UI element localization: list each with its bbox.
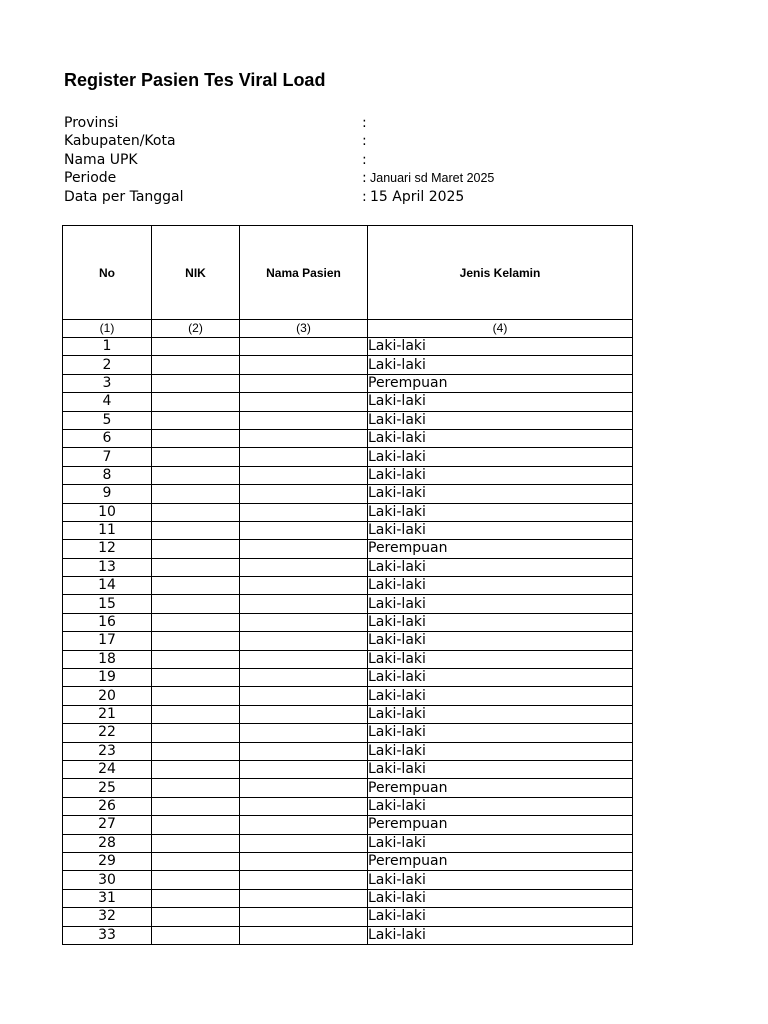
gender-cell: Laki-laki xyxy=(368,338,633,356)
row-number-cell: 19 xyxy=(63,669,152,687)
patient-name-cell xyxy=(240,834,368,852)
nik-cell xyxy=(152,632,240,650)
patient-name-cell xyxy=(240,595,368,613)
row-number-cell: 8 xyxy=(63,466,152,484)
gender-cell: Perempuan xyxy=(368,540,633,558)
table-body xyxy=(63,338,633,945)
table-row xyxy=(63,411,633,429)
nik-cell xyxy=(152,705,240,723)
gender-cell: Laki-laki xyxy=(368,669,633,687)
meta-colon: : xyxy=(362,170,367,187)
meta-label: Periode xyxy=(64,170,117,187)
patient-name-cell xyxy=(240,871,368,889)
table-row xyxy=(63,926,633,944)
table-row xyxy=(63,558,633,576)
table-row xyxy=(63,669,633,687)
meta-row-nama-upk xyxy=(64,151,624,169)
column-number: (2) xyxy=(152,320,240,338)
patient-name-cell xyxy=(240,889,368,907)
patient-name-cell xyxy=(240,650,368,668)
row-number-cell: 9 xyxy=(63,485,152,503)
table-row xyxy=(63,889,633,907)
patient-register-table xyxy=(62,225,633,945)
document-meta xyxy=(64,114,624,206)
row-number-cell: 25 xyxy=(63,779,152,797)
table-row xyxy=(63,650,633,668)
table-row xyxy=(63,834,633,852)
table-row xyxy=(63,779,633,797)
nik-cell xyxy=(152,669,240,687)
row-number-cell: 15 xyxy=(63,595,152,613)
nik-cell xyxy=(152,411,240,429)
row-number-cell: 20 xyxy=(63,687,152,705)
nik-cell xyxy=(152,466,240,484)
table-row xyxy=(63,338,633,356)
gender-cell: Laki-laki xyxy=(368,742,633,760)
gender-cell: Laki-laki xyxy=(368,429,633,447)
row-number-cell: 6 xyxy=(63,429,152,447)
column-number: (3) xyxy=(240,320,368,338)
row-number-cell: 28 xyxy=(63,834,152,852)
nik-cell xyxy=(152,852,240,870)
nik-cell xyxy=(152,724,240,742)
patient-name-cell xyxy=(240,577,368,595)
table-row xyxy=(63,724,633,742)
gender-cell: Perempuan xyxy=(368,374,633,392)
patient-name-cell xyxy=(240,374,368,392)
patient-name-cell xyxy=(240,521,368,539)
meta-row-data-per-tanggal xyxy=(64,188,624,206)
periode-value: Januari sd Maret 2025 xyxy=(370,171,495,186)
nik-cell xyxy=(152,558,240,576)
patient-name-cell xyxy=(240,448,368,466)
nik-cell xyxy=(152,356,240,374)
nik-cell xyxy=(152,577,240,595)
gender-cell: Laki-laki xyxy=(368,521,633,539)
column-header-no: No xyxy=(63,226,152,320)
table-row xyxy=(63,797,633,815)
row-number-cell: 4 xyxy=(63,393,152,411)
row-number-cell: 5 xyxy=(63,411,152,429)
nik-cell xyxy=(152,779,240,797)
nik-cell xyxy=(152,797,240,815)
patient-name-cell xyxy=(240,797,368,815)
gender-cell: Laki-laki xyxy=(368,705,633,723)
table-row xyxy=(63,760,633,778)
patient-name-cell xyxy=(240,503,368,521)
meta-row-provinsi xyxy=(64,114,624,132)
gender-cell: Laki-laki xyxy=(368,797,633,815)
meta-label: Nama UPK xyxy=(64,151,138,168)
nik-cell xyxy=(152,889,240,907)
row-number-cell: 27 xyxy=(63,816,152,834)
nik-cell xyxy=(152,926,240,944)
gender-cell: Laki-laki xyxy=(368,632,633,650)
gender-cell: Laki-laki xyxy=(368,466,633,484)
row-number-cell: 30 xyxy=(63,871,152,889)
patient-name-cell xyxy=(240,908,368,926)
row-number-cell: 29 xyxy=(63,852,152,870)
table-row xyxy=(63,577,633,595)
patient-name-cell xyxy=(240,411,368,429)
table-row xyxy=(63,503,633,521)
patient-name-cell xyxy=(240,338,368,356)
meta-label: Kabupaten/Kota xyxy=(64,133,176,150)
nik-cell xyxy=(152,393,240,411)
row-number-cell: 32 xyxy=(63,908,152,926)
patient-name-cell xyxy=(240,742,368,760)
row-number-cell: 26 xyxy=(63,797,152,815)
patient-name-cell xyxy=(240,724,368,742)
row-number-cell: 10 xyxy=(63,503,152,521)
nik-cell xyxy=(152,871,240,889)
gender-cell: Laki-laki xyxy=(368,687,633,705)
patient-name-cell xyxy=(240,852,368,870)
patient-name-cell xyxy=(240,687,368,705)
table-row xyxy=(63,540,633,558)
table-row xyxy=(63,448,633,466)
table-row xyxy=(63,908,633,926)
nik-cell xyxy=(152,448,240,466)
patient-name-cell xyxy=(240,760,368,778)
nik-cell xyxy=(152,595,240,613)
meta-row-periode xyxy=(64,169,624,187)
column-header-nama-pasien: Nama Pasien xyxy=(240,226,368,320)
row-number-cell: 1 xyxy=(63,338,152,356)
table-row xyxy=(63,485,633,503)
gender-cell: Laki-laki xyxy=(368,650,633,668)
row-number-cell: 24 xyxy=(63,760,152,778)
nik-cell xyxy=(152,429,240,447)
nik-cell xyxy=(152,908,240,926)
table-row xyxy=(63,521,633,539)
nik-cell xyxy=(152,503,240,521)
row-number-cell: 7 xyxy=(63,448,152,466)
gender-cell: Laki-laki xyxy=(368,871,633,889)
gender-cell: Laki-laki xyxy=(368,926,633,944)
row-number-cell: 17 xyxy=(63,632,152,650)
meta-colon: : xyxy=(362,151,367,168)
patient-name-cell xyxy=(240,632,368,650)
nik-cell xyxy=(152,816,240,834)
nik-cell xyxy=(152,613,240,631)
patient-name-cell xyxy=(240,779,368,797)
row-number-cell: 2 xyxy=(63,356,152,374)
row-number-cell: 16 xyxy=(63,613,152,631)
gender-cell: Laki-laki xyxy=(368,485,633,503)
nik-cell xyxy=(152,742,240,760)
gender-cell: Laki-laki xyxy=(368,393,633,411)
table-row xyxy=(63,816,633,834)
table-row xyxy=(63,374,633,392)
patient-name-cell xyxy=(240,926,368,944)
gender-cell: Laki-laki xyxy=(368,834,633,852)
table-row xyxy=(63,393,633,411)
patient-name-cell xyxy=(240,429,368,447)
nik-cell xyxy=(152,374,240,392)
gender-cell: Perempuan xyxy=(368,779,633,797)
gender-cell: Laki-laki xyxy=(368,503,633,521)
table-row xyxy=(63,742,633,760)
meta-colon: : xyxy=(362,188,367,205)
table-row xyxy=(63,466,633,484)
patient-name-cell xyxy=(240,356,368,374)
patient-name-cell xyxy=(240,816,368,834)
gender-cell: Laki-laki xyxy=(368,908,633,926)
gender-cell: Laki-laki xyxy=(368,724,633,742)
data-date-value: 15 April 2025 xyxy=(370,188,465,205)
document-title: Register Pasien Tes Viral Load xyxy=(64,70,326,90)
meta-colon: : xyxy=(362,115,367,131)
nik-cell xyxy=(152,485,240,503)
nik-cell xyxy=(152,540,240,558)
meta-colon: : xyxy=(362,133,367,150)
row-number-cell: 18 xyxy=(63,650,152,668)
row-number-cell: 13 xyxy=(63,558,152,576)
patient-name-cell xyxy=(240,485,368,503)
column-number: (4) xyxy=(368,320,633,338)
nik-cell xyxy=(152,521,240,539)
table-row xyxy=(63,852,633,870)
gender-cell: Perempuan xyxy=(368,816,633,834)
table-row xyxy=(63,871,633,889)
meta-label: Provinsi xyxy=(64,115,119,131)
patient-name-cell xyxy=(240,613,368,631)
gender-cell: Laki-laki xyxy=(368,613,633,631)
gender-cell: Laki-laki xyxy=(368,448,633,466)
nik-cell xyxy=(152,687,240,705)
table-row xyxy=(63,595,633,613)
patient-name-cell xyxy=(240,466,368,484)
gender-cell: Laki-laki xyxy=(368,889,633,907)
patient-name-cell xyxy=(240,558,368,576)
nik-cell xyxy=(152,338,240,356)
column-number: (1) xyxy=(63,320,152,338)
column-header-nik: NIK xyxy=(152,226,240,320)
row-number-cell: 12 xyxy=(63,540,152,558)
table-header-row xyxy=(63,226,633,320)
nik-cell xyxy=(152,834,240,852)
gender-cell: Laki-laki xyxy=(368,577,633,595)
nik-cell xyxy=(152,650,240,668)
row-number-cell: 33 xyxy=(63,926,152,944)
table-row xyxy=(63,356,633,374)
row-number-cell: 14 xyxy=(63,577,152,595)
patient-name-cell xyxy=(240,705,368,723)
row-number-cell: 11 xyxy=(63,521,152,539)
table-row xyxy=(63,687,633,705)
nik-cell xyxy=(152,760,240,778)
table-row xyxy=(63,632,633,650)
table-row xyxy=(63,613,633,631)
meta-row-kabupaten xyxy=(64,132,624,150)
column-number-row xyxy=(63,320,633,338)
gender-cell: Laki-laki xyxy=(368,760,633,778)
gender-cell: Laki-laki xyxy=(368,411,633,429)
row-number-cell: 21 xyxy=(63,705,152,723)
row-number-cell: 31 xyxy=(63,889,152,907)
meta-label: Data per Tanggal xyxy=(64,188,184,205)
patient-name-cell xyxy=(240,669,368,687)
column-header-jenis-kelamin: Jenis Kelamin xyxy=(368,226,633,320)
row-number-cell: 22 xyxy=(63,724,152,742)
gender-cell: Laki-laki xyxy=(368,558,633,576)
patient-name-cell xyxy=(240,393,368,411)
row-number-cell: 23 xyxy=(63,742,152,760)
gender-cell: Perempuan xyxy=(368,852,633,870)
gender-cell: Laki-laki xyxy=(368,356,633,374)
patient-name-cell xyxy=(240,540,368,558)
table-row xyxy=(63,705,633,723)
gender-cell: Laki-laki xyxy=(368,595,633,613)
table-row xyxy=(63,429,633,447)
row-number-cell: 3 xyxy=(63,374,152,392)
